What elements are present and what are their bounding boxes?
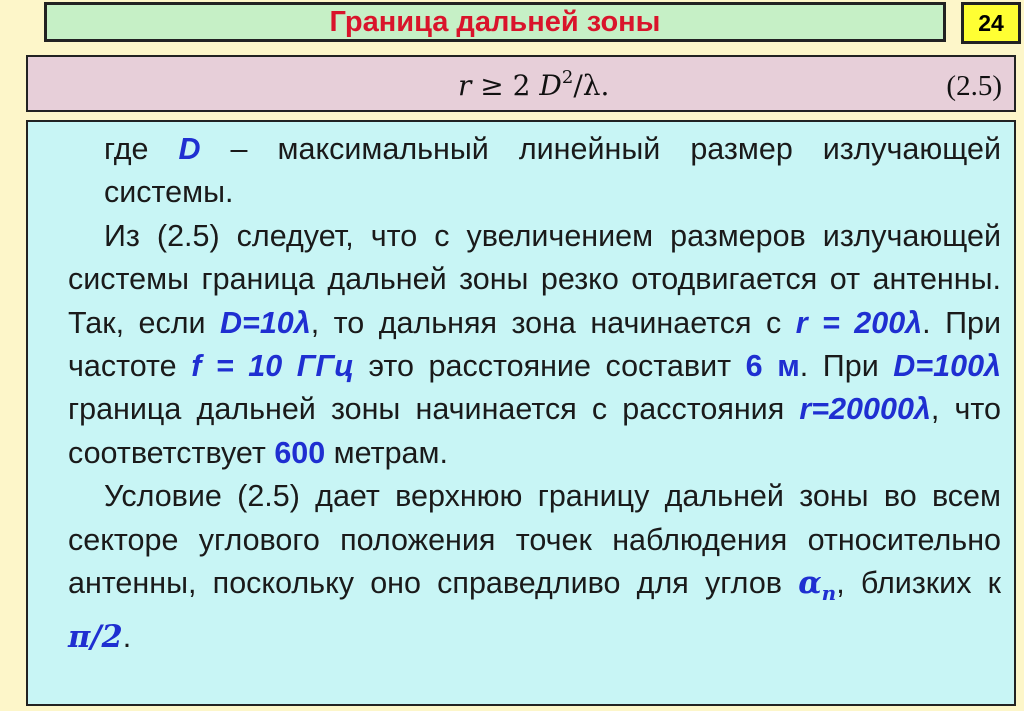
p2-text-4: это расстояние составит: [353, 349, 746, 384]
p3-text-2: , близких к: [836, 566, 1001, 601]
p2-D2-val: =100λ: [915, 349, 1001, 384]
formula-coef: 2: [512, 69, 531, 102]
p3-text-1: Условие (2.5) дает верхнюю границу дальней зоны во всем секторе углового положения точек наблюдения относительно антенны, поскольку оно справедливо для углов: [68, 479, 1001, 601]
p2-text-7: , что соответствует: [68, 392, 1001, 470]
p2-text-2: , то дальняя зона начинается с: [310, 305, 796, 340]
formula-box: [26, 55, 1016, 112]
p2-meters: 600: [274, 435, 326, 470]
formula-relation: ≥: [480, 69, 504, 102]
formula-D: D: [539, 69, 562, 102]
p2-D-eq: D=10λ: [220, 305, 311, 340]
p2-text-1: Из (2.5) следует, что с увеличением размеров излучающей системы граница дальней зоны резко отодвигается от антенны. Так, если: [68, 218, 1001, 340]
formula-tail: /λ.: [573, 69, 610, 102]
alpha-symbol: α: [798, 565, 822, 602]
p2-r2-val: =20000λ: [811, 392, 931, 427]
alpha-subscript: n: [821, 581, 837, 606]
formula-exp: 2: [561, 67, 574, 88]
p2-text-6: граница дальней зоны начинается с расстояния: [68, 392, 800, 427]
p3-text-3: .: [122, 619, 132, 654]
alpha-n: [798, 565, 837, 606]
pi-half: π/2: [68, 618, 123, 655]
p2-D2: D: [893, 349, 916, 384]
equation-number: (2.5): [946, 70, 1002, 102]
formula-r: r: [458, 69, 472, 102]
p2-text-3: . При частоте: [68, 305, 1001, 384]
p2-text-5: . При: [799, 349, 894, 384]
formula: [458, 69, 609, 102]
p2-f-eq: f = 10 ГГц: [191, 349, 354, 384]
slide-number: [961, 2, 1021, 44]
paragraph-3: [68, 475, 1001, 659]
slide-number-text: 24: [978, 9, 1004, 36]
p2-r-eq: r = 200λ: [795, 305, 923, 340]
paragraph-2: [68, 215, 1001, 475]
slide-title: [44, 2, 946, 42]
slide-title-text: Граница дальней зоны: [329, 5, 661, 38]
p1-text-1: где: [104, 132, 179, 166]
body-text-box: [26, 120, 1016, 706]
p2-text-8: метрам.: [325, 435, 448, 470]
p1-D: D: [178, 132, 201, 166]
p2-dist: 6 м: [745, 349, 800, 384]
paragraph-1: [68, 128, 1001, 215]
p1-text-2: – максимальный линейный размер излучающей системы.: [104, 132, 1001, 210]
body-text: [68, 128, 1001, 659]
p2-r2: r: [799, 392, 812, 427]
